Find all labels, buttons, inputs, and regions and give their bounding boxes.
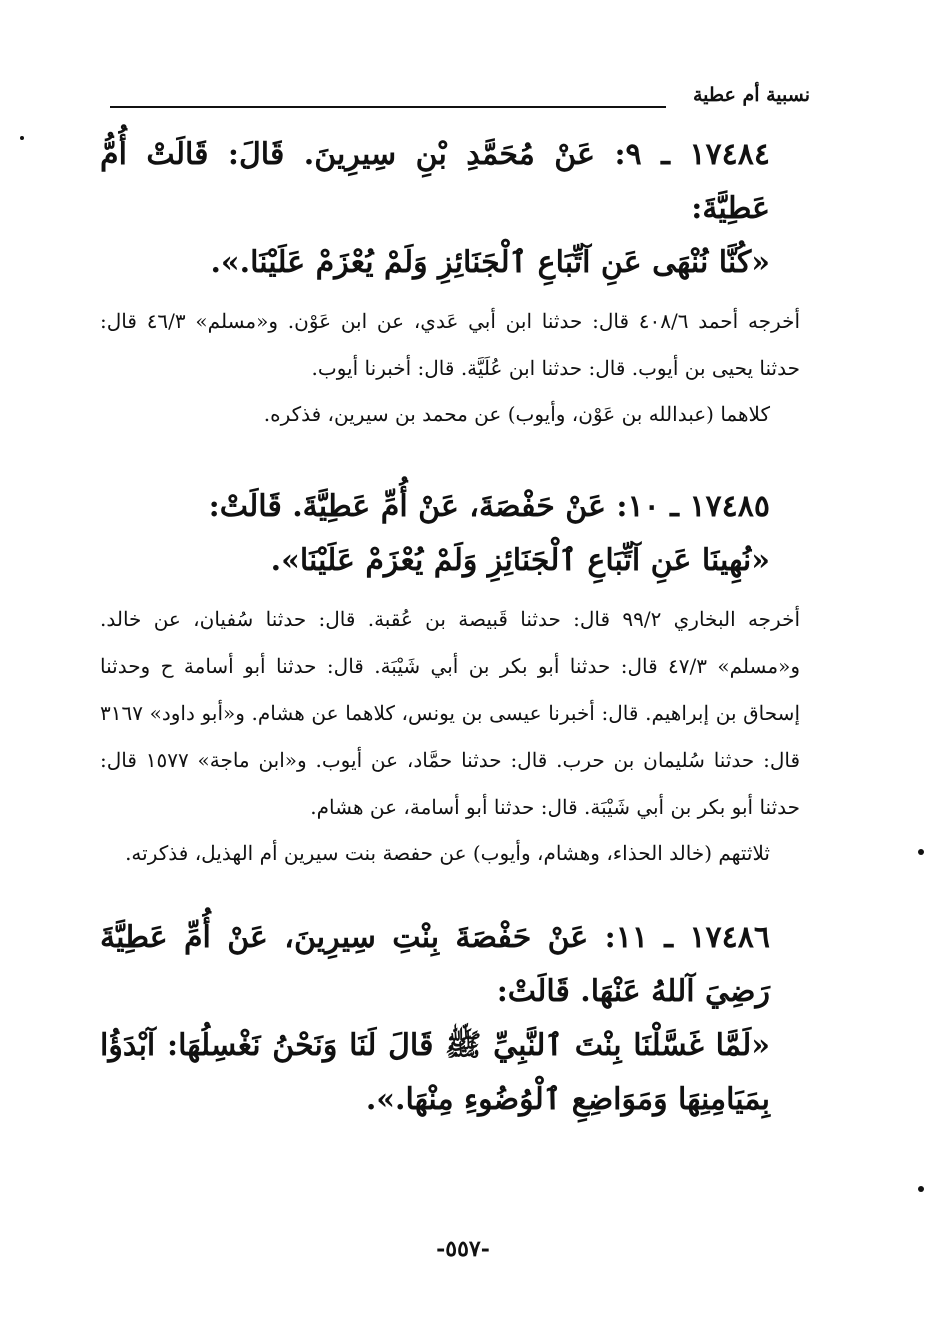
header-title: نسبية أم عطية	[692, 84, 810, 106]
margin-mark	[918, 849, 924, 855]
hadith-text: «لَمَّا غَسَّلْنَا بِنْتَ ٱلنَّبِيِّ ﷺ قَالَ لَنَا وَنَحْنُ نَغْسِلُهَا: آبْدَؤُا بِمَيَامِنِهَا وَمَوَاضِعِ ٱلْوُضُوءِ مِنْهَا.».	[100, 1028, 770, 1117]
takhrij-paragraph: أخرجه أحمد ٤٠٨/٦ قال: حدثنا ابن أبي عَدي، عن ابن عَوْن. و«مسلم» ٤٦/٣ قال: حدثنا يحيى بن أيوب. قال: حدثنا ابن عُلَيَّة. قال: أخبرنا أيوب.	[100, 309, 801, 380]
running-header	[110, 84, 810, 114]
margin-mark	[20, 136, 24, 140]
hadith-heading: ١٧٤٨٦ ـ ١١: عَنْ حَفْصَةَ بِنْتِ سِيرِينَ، عَنْ أُمِّ عَطِيَّةَ رَضِيَ آللهُ عَنْهَا. قَالَتْ:	[100, 920, 770, 1009]
hadith-text: «نُهِينَا عَنِ آتِّبَاعِ ٱلْجَنَائِزِ وَلَمْ يُعْزَمْ عَلَيْنَا».	[270, 543, 770, 578]
entry-spacer	[100, 436, 800, 480]
hadith-entry	[100, 128, 800, 436]
entry-spacer	[100, 875, 800, 911]
hadith-text: «كُنَّا نُنْهَى عَنِ آتِّبَاعِ ٱلْجَنَائِزِ وَلَمْ يُعْزَمْ عَلَيْنَا.».	[210, 245, 770, 280]
summary-line: كلاهما (عبدالله بن عَوْن، وأيوب) عن محمد بن سيرين، فذكره.	[263, 402, 770, 426]
hadith-entry	[100, 480, 800, 875]
hadith-heading: ١٧٤٨٤ ـ ٩: عَنْ مُحَمَّدِ بْنِ سِيرِينَ. قَالَ: قَالَتْ أُمُّ عَطِيَّةَ:	[100, 137, 770, 226]
page-body	[100, 128, 800, 1127]
header-rule	[110, 106, 666, 108]
summary-line: ثلاثتهم (خالد الحذاء، وهشام، وأيوب) عن حفصة بنت سيرين أم الهذيل، فذكرته.	[125, 841, 770, 865]
hadith-heading: ١٧٤٨٥ ـ ١٠: عَنْ حَفْصَةَ، عَنْ أُمِّ عَطِيَّةَ. قَالَتْ:	[208, 489, 770, 524]
hadith-entry	[100, 911, 800, 1127]
margin-mark	[918, 1186, 924, 1192]
page-number: -٥٥٧-	[436, 1236, 490, 1262]
takhrij-paragraph: أخرجه البخاري ٩٩/٢ قال: حدثنا قَبيصة بن عُقبة. قال: حدثنا سُفيان، عن خالد. و«مسلم» ٤٧/٣ قال: حدثنا أبو بكر بن أبي شَيْبَة. قال: حدثنا أبو أسامة ح وحدثنا إسحاق بن إبراهيم. قال: أخبرنا عيسى بن يونس، كلاهما عن هشام. و«أبو داود» ٣١٦٧ قال: حدثنا سُليمان بن حرب. قال: حدثنا حمَّاد، عن أيوب. و«ابن ماجة» ١٥٧٧ قال: حدثنا أبو بكر بن أبي شَيْبَة. قال: حدثنا أبو أسامة، عن هشام.	[100, 607, 801, 819]
